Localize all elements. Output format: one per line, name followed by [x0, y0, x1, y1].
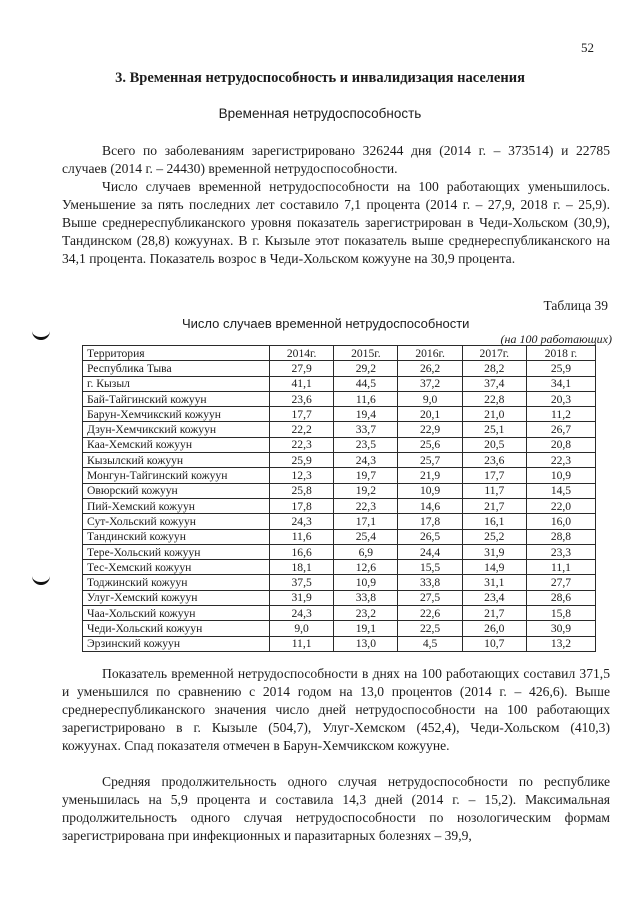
table-row — [83, 453, 596, 468]
value-cell: 25,7 — [398, 453, 462, 468]
territory-cell: Чаа-Хольский кожуун — [83, 606, 270, 621]
value-cell: 31,9 — [462, 544, 526, 559]
column-header: 2016г. — [398, 346, 462, 361]
value-cell: 16,0 — [526, 514, 595, 529]
value-cell: 21,9 — [398, 468, 462, 483]
value-cell: 20,1 — [398, 407, 462, 422]
column-header: 2014г. — [270, 346, 334, 361]
value-cell: 31,1 — [462, 575, 526, 590]
value-cell: 33,8 — [334, 590, 398, 605]
table-row — [83, 391, 596, 406]
value-cell: 25,4 — [334, 529, 398, 544]
value-cell: 33,7 — [334, 422, 398, 437]
value-cell: 27,9 — [270, 361, 334, 376]
table-row — [83, 575, 596, 590]
value-cell: 11,6 — [334, 391, 398, 406]
territory-cell: Республика Тыва — [83, 361, 270, 376]
value-cell: 37,2 — [398, 376, 462, 391]
table-row — [83, 468, 596, 483]
value-cell: 33,8 — [398, 575, 462, 590]
column-header: Территория — [83, 346, 270, 361]
territory-cell: Кызылский кожуун — [83, 453, 270, 468]
territory-cell: Тере-Хольский кожуун — [83, 544, 270, 559]
value-cell: 10,9 — [398, 483, 462, 498]
value-cell: 19,4 — [334, 407, 398, 422]
value-cell: 22,2 — [270, 422, 334, 437]
value-cell: 22,9 — [398, 422, 462, 437]
territory-cell: Чеди-Хольский кожуун — [83, 621, 270, 636]
value-cell: 23,2 — [334, 606, 398, 621]
value-cell: 4,5 — [398, 636, 462, 651]
table-row — [83, 407, 596, 422]
table-row — [83, 514, 596, 529]
value-cell: 16,6 — [270, 544, 334, 559]
value-cell: 24,3 — [270, 514, 334, 529]
value-cell: 44,5 — [334, 376, 398, 391]
table-unit: (на 100 работающих) — [500, 332, 612, 346]
value-cell: 15,8 — [526, 606, 595, 621]
value-cell: 15,5 — [398, 560, 462, 575]
table-row — [83, 437, 596, 452]
table-row — [83, 483, 596, 498]
column-header: 2018 г. — [526, 346, 595, 361]
value-cell: 23,6 — [270, 391, 334, 406]
territory-cell: Овюрский кожуун — [83, 483, 270, 498]
paragraph-days-total: Всего по заболеваниям зарегистрировано 326244 дня (2014 г. – 373514) и 22785 случаев (2014 г. – 24430) временной нетрудоспособности. — [62, 143, 610, 176]
value-cell: 37,5 — [270, 575, 334, 590]
margin-mark — [32, 574, 50, 585]
value-cell: 13,0 — [334, 636, 398, 651]
value-cell: 25,1 — [462, 422, 526, 437]
territory-cell: Дзун-Хемчикский кожуун — [83, 422, 270, 437]
table-title: Число случаев временной нетрудоспособности — [182, 316, 470, 331]
value-cell: 25,6 — [398, 437, 462, 452]
value-cell: 21,0 — [462, 407, 526, 422]
value-cell: 11,6 — [270, 529, 334, 544]
column-header: 2015г. — [334, 346, 398, 361]
value-cell: 23,5 — [334, 437, 398, 452]
value-cell: 25,8 — [270, 483, 334, 498]
value-cell: 22,3 — [270, 437, 334, 452]
value-cell: 23,4 — [462, 590, 526, 605]
value-cell: 23,3 — [526, 544, 595, 559]
value-cell: 14,9 — [462, 560, 526, 575]
value-cell: 6,9 — [334, 544, 398, 559]
value-cell: 23,6 — [462, 453, 526, 468]
value-cell: 34,1 — [526, 376, 595, 391]
value-cell: 19,1 — [334, 621, 398, 636]
value-cell: 17,7 — [270, 407, 334, 422]
value-cell: 27,7 — [526, 575, 595, 590]
value-cell: 28,6 — [526, 590, 595, 605]
page-number: 52 — [581, 40, 594, 55]
table-row — [83, 498, 596, 513]
value-cell: 20,3 — [526, 391, 595, 406]
value-cell: 26,5 — [398, 529, 462, 544]
value-cell: 22,5 — [398, 621, 462, 636]
value-cell: 22,3 — [526, 453, 595, 468]
value-cell: 9,0 — [398, 391, 462, 406]
value-cell: 10,9 — [526, 468, 595, 483]
table-row — [83, 422, 596, 437]
territory-cell: Тес-Хемский кожуун — [83, 560, 270, 575]
value-cell: 11,7 — [462, 483, 526, 498]
value-cell: 13,2 — [526, 636, 595, 651]
value-cell: 11,1 — [270, 636, 334, 651]
value-cell: 19,2 — [334, 483, 398, 498]
value-cell: 25,2 — [462, 529, 526, 544]
paragraph-cases-per-100: Число случаев временной нетрудоспособности на 100 работающих уменьшилось. Уменьшение за пять последних лет составило 7,1 процента (2014 г. – 27,9, 2018 г. – 25,9). Выше среднереспубликанского уровня показатель зарегистрирован в Чеди-Хольском (30,9), Тандинском (28,8) кожуунах. В г. Кызыле этот показатель выше среднереспубликанского на 34,1 процента. Показатель возрос в Чеди-Хольском кожууне на 30,9 процента. — [62, 179, 610, 266]
territory-cell: Бай-Тайгинский кожуун — [83, 391, 270, 406]
value-cell: 30,9 — [526, 621, 595, 636]
value-cell: 37,4 — [462, 376, 526, 391]
territory-cell: Монгун-Тайгинский кожуун — [83, 468, 270, 483]
territory-cell: г. Кызыл — [83, 376, 270, 391]
territory-cell: Улуг-Хемский кожуун — [83, 590, 270, 605]
value-cell: 22,0 — [526, 498, 595, 513]
value-cell: 21,7 — [462, 498, 526, 513]
table-header-row — [83, 346, 596, 361]
data-table — [82, 345, 596, 652]
territory-cell: Барун-Хемчикский кожуун — [83, 407, 270, 422]
value-cell: 11,1 — [526, 560, 595, 575]
subsection-title: Временная нетрудоспособность — [218, 106, 422, 121]
territory-cell: Тоджинский кожуун — [83, 575, 270, 590]
value-cell: 17,1 — [334, 514, 398, 529]
paragraph-days-per-100: Показатель временной нетрудоспособности в днях на 100 работающих составил 371,5 и уменьшился по сравнению с 2014 годом на 13,0 процентов (2014 г. – 426,6). Выше среднереспубликанского значения число дней нетрудоспособности на 100 работающих зарегистрировано в г. Кызыле (504,7), Улуг-Хемском (452,4), Чеди-Хольском (410,3) кожуунах. Спад показателя отмечен в Барун-Хемчикском кожууне. — [62, 666, 610, 753]
territory-cell: Тандинский кожуун — [83, 529, 270, 544]
value-cell: 16,1 — [462, 514, 526, 529]
value-cell: 20,5 — [462, 437, 526, 452]
value-cell: 24,4 — [398, 544, 462, 559]
value-cell: 22,8 — [462, 391, 526, 406]
value-cell: 9,0 — [270, 621, 334, 636]
value-cell: 19,7 — [334, 468, 398, 483]
table-row — [83, 560, 596, 575]
territory-cell: Эрзинский кожуун — [83, 636, 270, 651]
table-row — [83, 590, 596, 605]
value-cell: 10,7 — [462, 636, 526, 651]
value-cell: 22,6 — [398, 606, 462, 621]
value-cell: 20,8 — [526, 437, 595, 452]
margin-mark — [32, 329, 50, 340]
value-cell: 26,7 — [526, 422, 595, 437]
value-cell: 17,7 — [462, 468, 526, 483]
value-cell: 18,1 — [270, 560, 334, 575]
table-row — [83, 544, 596, 559]
table-row — [83, 376, 596, 391]
value-cell: 24,3 — [270, 606, 334, 621]
territory-cell: Пий-Хемский кожуун — [83, 498, 270, 513]
value-cell: 26,0 — [462, 621, 526, 636]
section-title: 3. Временная нетрудоспособность и инвалидизация населения — [115, 70, 525, 86]
value-cell: 26,2 — [398, 361, 462, 376]
value-cell: 22,3 — [334, 498, 398, 513]
value-cell: 24,3 — [334, 453, 398, 468]
value-cell: 25,9 — [270, 453, 334, 468]
value-cell: 17,8 — [270, 498, 334, 513]
value-cell: 29,2 — [334, 361, 398, 376]
column-header: 2017г. — [462, 346, 526, 361]
value-cell: 14,6 — [398, 498, 462, 513]
table-row — [83, 621, 596, 636]
table-row — [83, 606, 596, 621]
value-cell: 12,3 — [270, 468, 334, 483]
value-cell: 28,2 — [462, 361, 526, 376]
territory-cell: Каа-Хемский кожуун — [83, 437, 270, 452]
table-label: Таблица 39 — [543, 298, 608, 313]
table-row — [83, 529, 596, 544]
value-cell: 10,9 — [334, 575, 398, 590]
value-cell: 14,5 — [526, 483, 595, 498]
value-cell: 31,9 — [270, 590, 334, 605]
value-cell: 41,1 — [270, 376, 334, 391]
value-cell: 25,9 — [526, 361, 595, 376]
value-cell: 17,8 — [398, 514, 462, 529]
table-row — [83, 361, 596, 376]
value-cell: 12,6 — [334, 560, 398, 575]
value-cell: 11,2 — [526, 407, 595, 422]
value-cell: 28,8 — [526, 529, 595, 544]
territory-cell: Сут-Хольский кожуун — [83, 514, 270, 529]
value-cell: 27,5 — [398, 590, 462, 605]
table-row — [83, 636, 596, 651]
paragraph-average-duration: Средняя продолжительность одного случая нетрудоспособности по республике уменьшилась на 5,9 процента и составила 14,3 дней (2014 г. – 15,2). Максимальная продолжительность одного случая нетрудоспособности по нозологическим формам зарегистрирована при инфекционных и паразитарных болезнях – 39,9, — [62, 774, 610, 843]
value-cell: 21,7 — [462, 606, 526, 621]
